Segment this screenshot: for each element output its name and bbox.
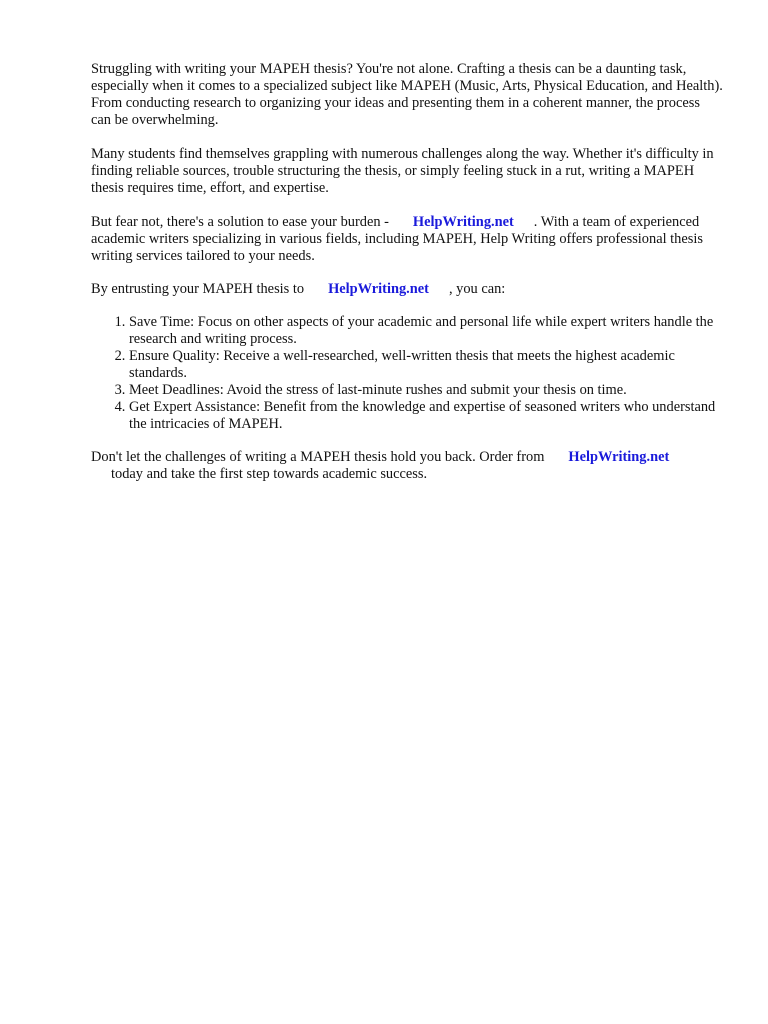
- closing-text-before: Don't let the challenges of writing a MAPEH thesis hold you back. Order from: [91, 449, 545, 465]
- solution-paragraph: [91, 214, 723, 265]
- benefits-list: [91, 314, 723, 433]
- solution-text-before: But fear not, there's a solution to ease your burden -: [91, 214, 389, 230]
- helpwriting-link-3[interactable]: HelpWriting.net: [568, 449, 670, 465]
- entrust-paragraph: [91, 281, 723, 298]
- closing-text-after: today and take the first step towards academic success.: [111, 466, 428, 482]
- list-item: 2. Ensure Quality: Receive a well-researched, well-written thesis that meets the highest academic standards.: [129, 348, 723, 382]
- list-item: 1. Save Time: Focus on other aspects of your academic and personal life while expert writers handle the research and writing process.: [129, 314, 723, 348]
- solution-text-after: . With a team of experienced academic writers specializing in various fields, including MAPEH, Help Writing offers professional thesis writing services tailored to your needs.: [91, 214, 703, 264]
- challenges-paragraph: Many students find themselves grappling with numerous challenges along the way. Whether it's difficulty in finding reliable sources, trouble structuring the thesis, or simply feeling stuck in a rut, writing a MAPEH thesis requires time, effort, and expertise.: [91, 146, 714, 196]
- entrust-text-after: , you can:: [448, 281, 506, 297]
- list-item: 4. Get Expert Assistance: Benefit from the knowledge and expertise of seasoned writers who understand the intricacies of MAPEH.: [129, 399, 723, 433]
- helpwriting-link-1[interactable]: HelpWriting.net: [412, 214, 514, 230]
- list-item: 3. Meet Deadlines: Avoid the stress of last-minute rushes and submit your thesis on time.: [129, 382, 723, 399]
- helpwriting-link-2[interactable]: HelpWriting.net: [328, 281, 429, 297]
- entrust-text-before: By entrusting your MAPEH thesis to: [91, 281, 305, 297]
- document-page: [91, 61, 723, 483]
- closing-paragraph: [91, 449, 723, 483]
- intro-paragraph: Struggling with writing your MAPEH thesis? You're not alone. Crafting a thesis can be a daunting task, especially when it comes to a specialized subject like MAPEH (Music, Arts, Physical Education, and Health). From conducting research to organizing your ideas and presenting them in a coherent manner, the process can be overwhelming.: [91, 61, 723, 128]
